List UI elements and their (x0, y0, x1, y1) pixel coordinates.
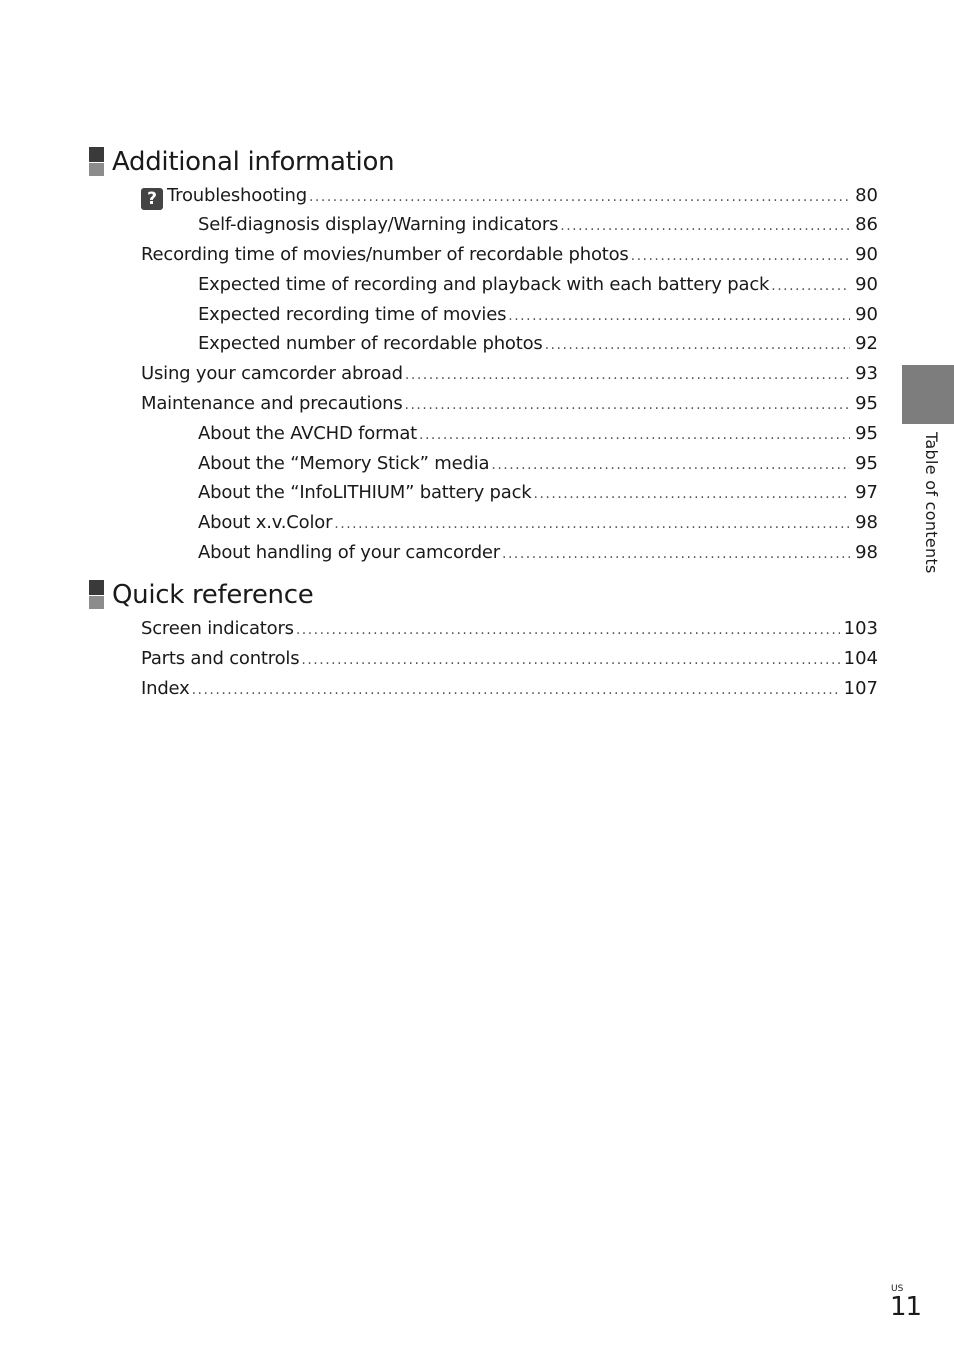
entry-title: Expected time of recording and playback with each battery pack (198, 274, 770, 295)
entry-page-number: 98 (855, 542, 878, 563)
toc-entry-index[interactable] (141, 677, 878, 701)
entry-page-number: 90 (855, 304, 878, 325)
page-number: 11 (890, 1292, 922, 1322)
dot-leader (309, 185, 850, 209)
entry-title: Recording time of movies/number of recordable photos (141, 244, 629, 265)
dot-leader (296, 618, 840, 642)
dot-leader (334, 512, 850, 536)
entry-title: About handling of your camcorder (198, 542, 500, 563)
entry-page-number: 98 (855, 512, 878, 533)
toc-entry-self-diagnosis[interactable] (198, 213, 878, 237)
entry-title: Using your camcorder abroad (141, 363, 403, 384)
entry-title: About the AVCHD format (198, 423, 418, 444)
dot-leader (631, 244, 850, 268)
dot-leader (405, 363, 850, 387)
entry-page-number: 80 (855, 185, 878, 206)
toc-entry-recording-time[interactable] (141, 243, 878, 267)
entry-page-number: 92 (855, 333, 878, 354)
entry-title: Parts and controls (141, 648, 300, 669)
section-heading-quick-reference (89, 577, 313, 613)
toc-entry-expected-number-photos[interactable] (198, 332, 878, 356)
dot-leader (508, 304, 850, 328)
entry-title: Expected recording time of movies (198, 304, 507, 325)
dot-leader (419, 423, 850, 447)
entry-page-number: 90 (855, 244, 878, 265)
entry-page-number: 93 (855, 363, 878, 384)
entry-page-number: 95 (855, 453, 878, 474)
entry-title: About the “InfoLITHIUM” battery pack (198, 482, 532, 503)
dot-leader (192, 678, 840, 702)
entry-title: ? Troubleshooting (141, 184, 307, 210)
heading-marker (89, 580, 104, 610)
entry-page-number: 107 (843, 678, 878, 699)
entry-page-number: 95 (855, 393, 878, 414)
toc-entry-screen-indicators[interactable] (141, 617, 878, 641)
entry-page-number: 86 (855, 214, 878, 235)
heading-marker (89, 147, 104, 177)
entry-title: Self-diagnosis display/Warning indicators (198, 214, 559, 235)
toc-entry-memory-stick[interactable] (198, 452, 878, 476)
section-title: Additional information (112, 147, 395, 177)
toc-entry-expected-time-battery[interactable] (198, 273, 878, 297)
toc-entry-parts-controls[interactable] (141, 647, 878, 671)
toc-entry-xvcolor[interactable] (198, 511, 878, 535)
entry-page-number: 90 (855, 274, 878, 295)
dot-leader (560, 214, 850, 238)
toc-entry-handling[interactable] (198, 541, 878, 565)
entry-title: Index (141, 678, 190, 699)
side-tab-label[interactable]: Table of contents (922, 432, 941, 574)
dot-leader (545, 333, 850, 357)
entry-title: Screen indicators (141, 618, 294, 639)
section-heading-additional-information (89, 144, 394, 180)
page-region-label: US (891, 1284, 904, 1294)
toc-entry-troubleshooting[interactable] (141, 184, 878, 208)
question-mark-icon: ? (141, 188, 163, 210)
side-tab-marker[interactable] (902, 365, 954, 424)
dot-leader (405, 393, 850, 417)
entry-page-number: 104 (843, 648, 878, 669)
toc-entry-infolithium[interactable] (198, 481, 878, 505)
toc-entry-using-abroad[interactable] (141, 362, 878, 386)
dot-leader (771, 274, 850, 298)
entry-title: About the “Memory Stick” media (198, 453, 490, 474)
dot-leader (502, 542, 850, 566)
toc-entry-expected-recording-time[interactable] (198, 303, 878, 327)
entry-page-number: 97 (855, 482, 878, 503)
entry-title: Expected number of recordable photos (198, 333, 543, 354)
dot-leader (491, 453, 850, 477)
dot-leader (534, 482, 850, 506)
section-title: Quick reference (112, 580, 314, 610)
toc-entry-avchd[interactable] (198, 422, 878, 446)
dot-leader (301, 648, 839, 672)
entry-page-number: 95 (855, 423, 878, 444)
entry-title: Maintenance and precautions (141, 393, 403, 414)
entry-page-number: 103 (843, 618, 878, 639)
toc-entry-maintenance[interactable] (141, 392, 878, 416)
entry-title: About x.v.Color (198, 512, 333, 533)
